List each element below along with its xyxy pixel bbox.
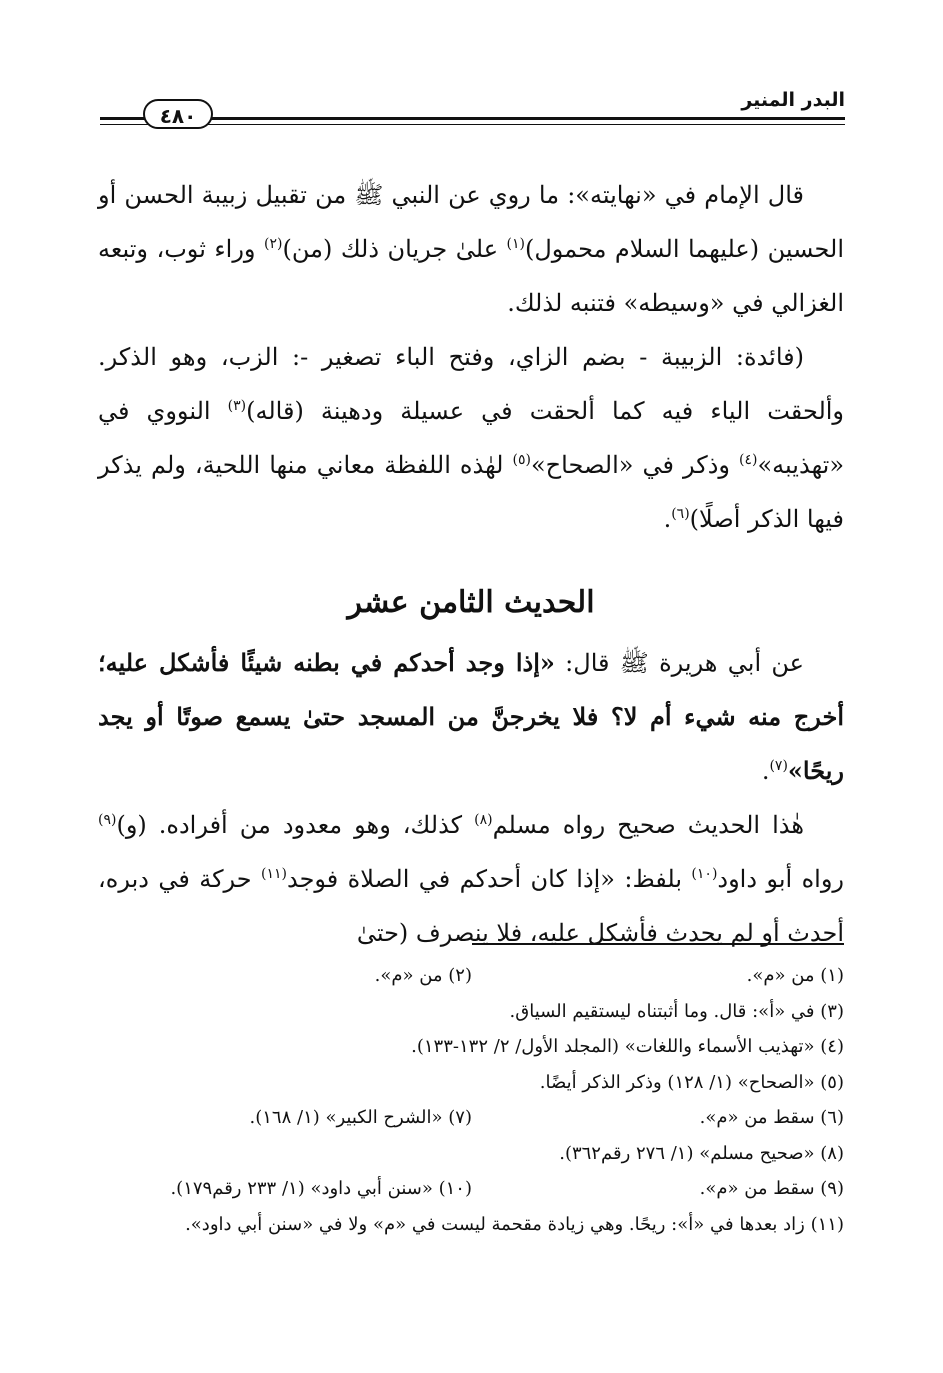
footnote-7: (٧) «الشرح الكبير» (١/ ١٦٨). [249,1107,472,1128]
footnote-row [98,1136,844,1172]
footnote-ref-6: (٦) [671,506,690,522]
footnote-row [98,1065,844,1101]
footnote-row [98,1029,844,1065]
footnote-ref-3: (٣) [227,398,247,414]
text-span: عن أبي هريرة ﷺ قال: [554,649,804,677]
footnote-ref-9: (٩) [98,812,117,828]
footnote-2: (٢) من «م». [374,965,472,986]
text-span: وراء ثوب، وتبعه الغزالي في «وسيطه» فتنبه لذلك. [98,235,844,317]
paragraph-4 [98,798,844,960]
footnote-ref-10: (١٠) [691,866,718,882]
text-span: حركة في دبره، أحدث أو لم يحدث فأشكل عليه، فلا ينصرف (حتىٰ [98,865,844,947]
main-text [98,168,844,960]
footnote-ref-1: (١) [506,236,525,252]
footnote-separator [472,943,844,945]
footnote-row [98,1100,844,1136]
footnote-ref-7: (٧) [769,758,788,774]
running-title: البدر المنير [737,88,845,112]
footnote-11: (١١) زاد بعدها في «أ»: ريحًا. وهي زيادة مقحمة ليست في «م» ولا في «سنن أبي داود». [185,1213,844,1235]
footnote-row [98,994,844,1030]
text-span: النووي في «تهذيبه» [98,397,844,479]
text-span: (فائدة: الزبيبة - بضم الزاي، وفتح الباء تصغير -: الزب، وهو الذكر. وألحقت الياء فيه كما ألحقت في عسيلة ودهينة (قاله) [98,343,845,425]
text-span: قال الإمام في «نهايته»: ما روي عن النبي ﷺ من تقبيل زبيبة الحسن أو الحسين (عليهما السلام محمول) [98,181,845,263]
text-span: لهٰذه اللفظة معاني منها اللحية، ولم يذكر فيها الذكر أصلًا) [98,451,844,533]
page-header [100,88,845,138]
text-span: كذلك، وهو معدود من أفراده. (و) [116,811,475,839]
text-span: علىٰ جريان ذلك (من) [282,235,507,263]
footnote-5: (٥) «الصحاح» (١/ ١٢٨) وذكر الذكر أيضًا. [539,1071,844,1093]
footnote-6: (٦) سقط من «م». [699,1107,844,1128]
paragraph-1 [98,168,844,330]
footnote-ref-2: (٢) [264,236,283,252]
footnote-row [98,958,844,994]
footnote-3: (٣) في «أ»: قال. وما أثبتناه ليستقيم السياق. [509,1000,844,1022]
text-span: . [761,757,770,785]
hadith-text: «إذا وجد أحدكم في بطنه شيئًا فأشكل عليه؛ أخرج منه شيء أم لا؟ فلا يخرجنَّ من المسجد حتىٰ يسمع صوتًا أو يجد ريحًا» [98,648,844,785]
footnote-1: (١) من «م». [746,965,844,986]
text-span: . [663,505,672,533]
footnotes [98,958,844,1242]
footnote-row [98,1207,844,1243]
footnote-4: (٤) «تهذيب الأسماء واللغات» (المجلد الأول/ ٢/ ١٣٢-١٣٣). [411,1036,844,1057]
footnote-9: (٩) سقط من «م». [699,1178,844,1199]
page-number: ٤٨٠ [143,99,213,129]
text-span: رواه أبو داود [717,865,845,893]
header-rule-thin [100,124,845,125]
footnote-10: (١٠) «سنن أبي داود» (١/ ٢٣٣ رقم١٧٩). [170,1178,472,1199]
paragraph-2 [98,330,844,546]
text-span: بلفظ: «إذا كان أحدكم في الصلاة فوجد [286,865,692,893]
text-span: وذكر في «الصحاح» [531,451,740,479]
footnote-ref-4: (٤) [739,452,758,468]
footnote-ref-5: (٥) [512,452,531,468]
text-span: هٰذا الحديث صحيح رواه مسلم [492,811,804,839]
footnote-row [98,1171,844,1207]
footnote-ref-8: (٨) [474,812,493,828]
footnote-ref-11: (١١) [260,866,287,882]
section-title: الحديث الثامن عشر [347,585,595,620]
paragraph-3 [98,636,844,798]
footnote-8: (٨) «صحيح مسلم» (١/ ٢٧٦ رقم٣٦٢). [559,1142,844,1164]
